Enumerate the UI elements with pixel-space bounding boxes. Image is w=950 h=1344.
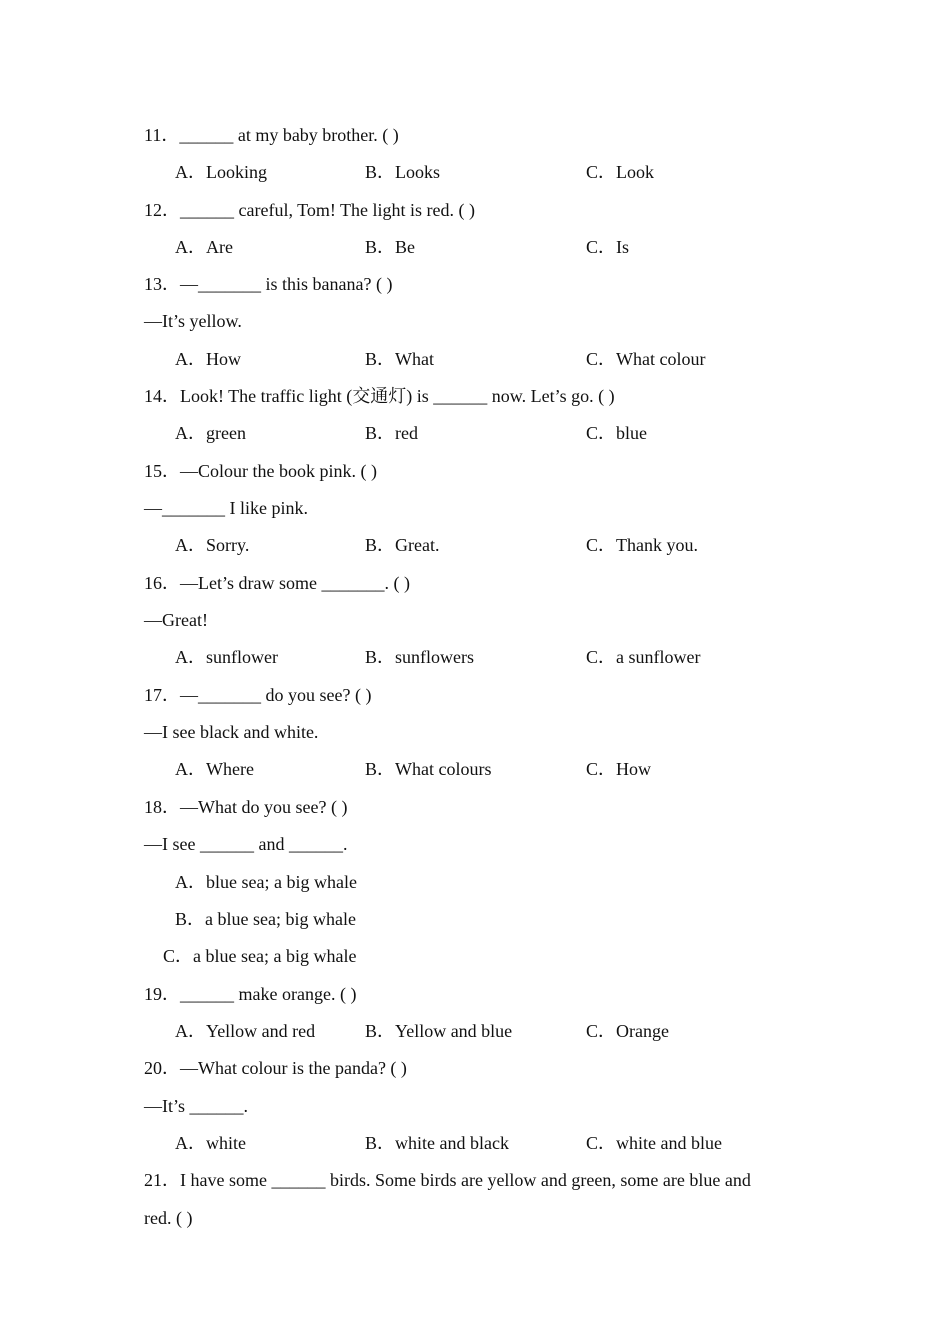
option-b: B．Great.	[365, 535, 440, 555]
option-a: A．blue sea; a big whale	[175, 872, 357, 892]
option-a: A．green	[175, 423, 246, 443]
option-a: A．white	[175, 1133, 246, 1153]
option-c: C．Look	[586, 162, 655, 182]
option-a: A．Where	[175, 759, 254, 779]
dialogue-reply: —I see black and white.	[144, 722, 319, 742]
option-b: B．sunflowers	[365, 647, 474, 667]
option-a: A．Looking	[175, 162, 267, 182]
option-b: B．What colours	[365, 759, 492, 779]
option-c: C．a blue sea; a big whale	[163, 946, 357, 966]
question-19: 19．______ make orange. ( )	[144, 984, 357, 1004]
option-a: A．How	[175, 349, 241, 369]
option-b: B．Yellow and blue	[365, 1021, 513, 1041]
option-c: C．white and blue	[586, 1133, 722, 1153]
question-14: 14．Look! The traffic light (交通灯) is ______ now. Let’s go. ( )	[144, 386, 615, 406]
option-c: C．Orange	[586, 1021, 669, 1041]
question-13: 13．—_______ is this banana? ( )	[144, 274, 393, 294]
option-c: C．a sunflower	[586, 647, 701, 667]
option-c: C．Is	[586, 237, 630, 257]
dialogue-reply: —It’s ______.	[144, 1096, 249, 1116]
question-21-continued: red. ( )	[144, 1208, 193, 1228]
option-b: B．What	[365, 349, 434, 369]
option-b: B．Looks	[365, 162, 441, 182]
question-16: 16．—Let’s draw some _______. ( )	[144, 573, 410, 593]
dialogue-reply: —_______ I like pink.	[144, 498, 308, 518]
option-c: C．Thank you.	[586, 535, 698, 555]
question-20: 20．—What colour is the panda? ( )	[144, 1058, 407, 1078]
question-12: 12．______ careful, Tom! The light is red. ( )	[144, 200, 476, 220]
option-c: C．What colour	[586, 349, 706, 369]
option-a: A．Yellow and red	[175, 1021, 316, 1041]
question-21: 21．I have some ______ birds. Some birds are yellow and green, some are blue and	[144, 1170, 751, 1190]
dialogue-reply: —Great!	[144, 610, 208, 630]
question-15: 15．—Colour the book pink. ( )	[144, 461, 377, 481]
dialogue-reply: —I see ______ and ______.	[144, 834, 348, 854]
option-a: A．Sorry.	[175, 535, 250, 555]
question-18: 18．—What do you see? ( )	[144, 797, 348, 817]
option-b: B．red	[365, 423, 418, 443]
option-a: A．sunflower	[175, 647, 278, 667]
option-b: B．white and black	[365, 1133, 509, 1153]
option-b: B．Be	[365, 237, 416, 257]
dialogue-reply: —It’s yellow.	[144, 311, 242, 331]
question-11: 11．______ at my baby brother. ( )	[144, 125, 399, 145]
option-b: B．a blue sea; big whale	[175, 909, 356, 929]
option-a: A．Are	[175, 237, 233, 257]
option-c: C．How	[586, 759, 652, 779]
question-17: 17．—_______ do you see? ( )	[144, 685, 372, 705]
option-c: C．blue	[586, 423, 647, 443]
